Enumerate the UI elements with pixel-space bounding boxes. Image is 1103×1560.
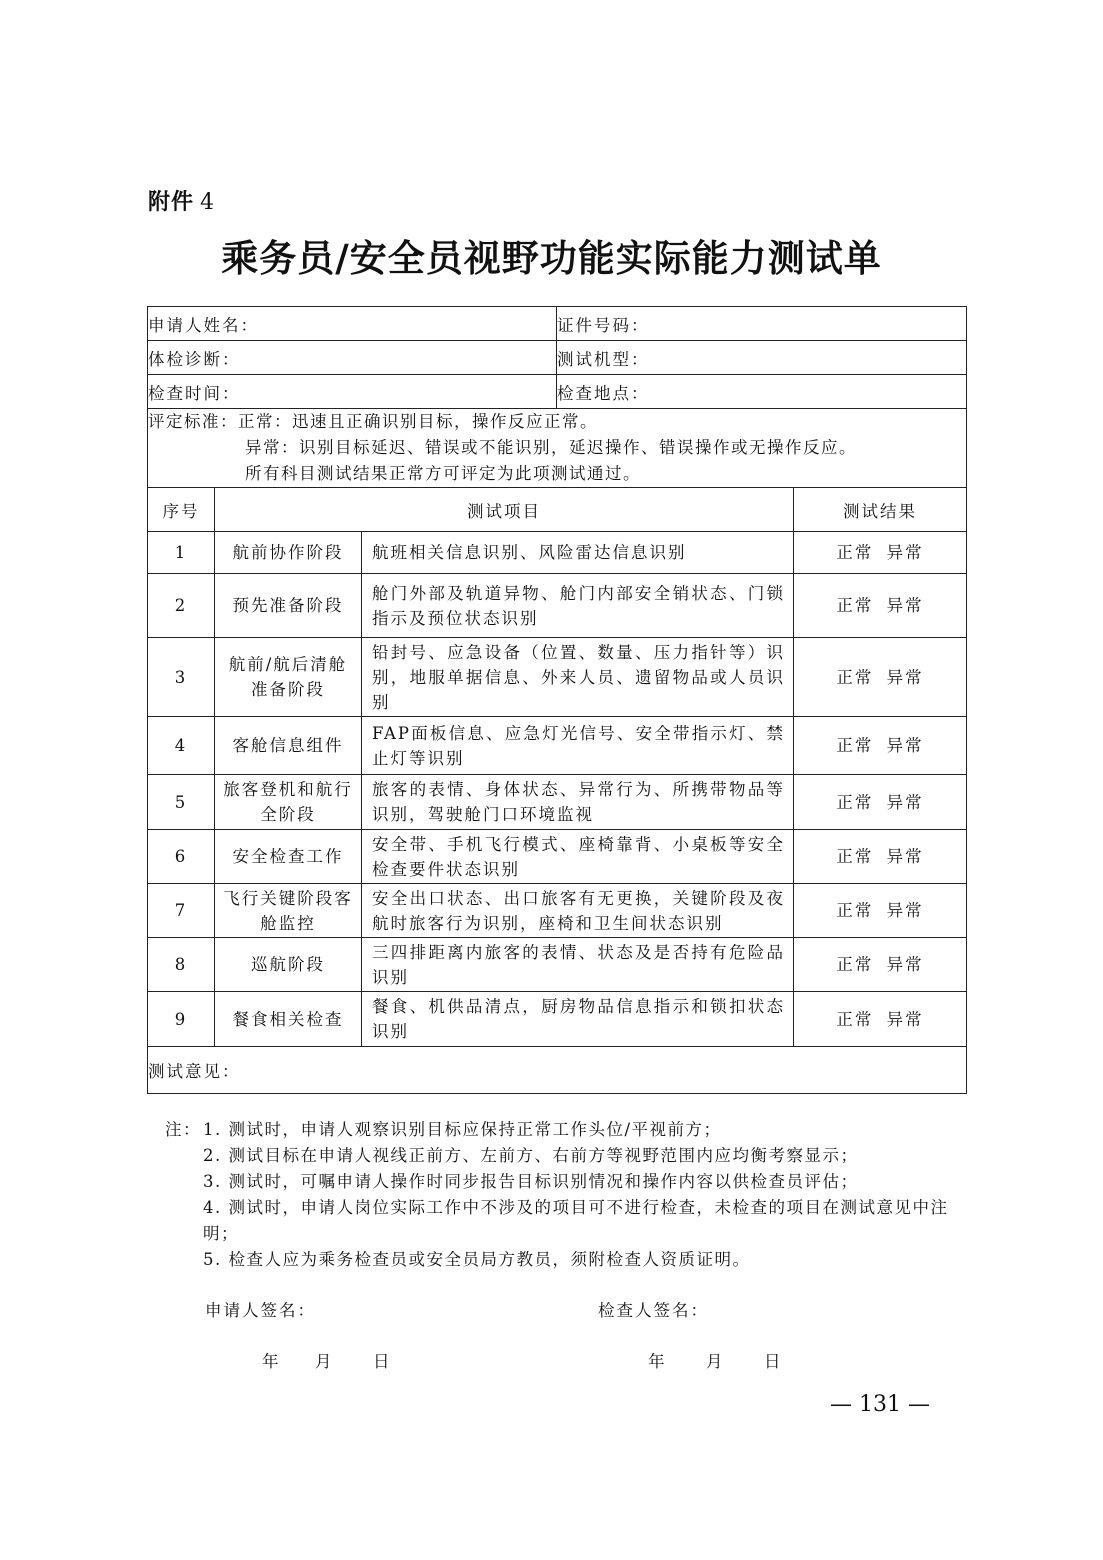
page-number: — 131 — <box>830 1392 930 1417</box>
opinion-row <box>148 1047 967 1094</box>
header-row-2 <box>148 341 967 375</box>
inspector-date-month: 月 <box>706 1352 723 1371</box>
row-phase: 巡航阶段 <box>215 938 362 992</box>
criteria-line: 所有科目测试结果正常方可评定为此项测试通过。 <box>245 464 641 483</box>
medical-diagnosis-field[interactable]: 体检诊断： <box>148 341 557 375</box>
notes-prefix: 注： <box>165 1120 201 1139</box>
test-form-table <box>147 306 967 1094</box>
table-row <box>148 574 967 638</box>
row-result-options[interactable]: 正常 异常 <box>794 884 967 938</box>
row-result-options[interactable]: 正常 异常 <box>794 830 967 884</box>
row-result-options[interactable]: 正常 异常 <box>794 638 967 717</box>
row-content: 三四排距离内旅客的表情、状态及是否持有危险品识别 <box>362 938 794 992</box>
table-row <box>148 938 967 992</box>
table-row <box>148 830 967 884</box>
test-aircraft-type-field[interactable]: 测试机型： <box>557 341 967 375</box>
row-content: 餐食、机供品清点，厨房物品信息指示和锁扣状态识别 <box>362 992 794 1047</box>
row-number: 4 <box>148 717 215 775</box>
criteria-line: 异常：识别目标延迟、错误或不能识别，延迟操作、错误操作或无操作反应。 <box>245 438 857 457</box>
criteria-cell <box>148 409 967 488</box>
row-result-options[interactable]: 正常 异常 <box>794 532 967 574</box>
row-content: 安全出口状态、出口旅客有无更换，关键阶段及夜航时旅客行为识别，座椅和卫生间状态识别 <box>362 884 794 938</box>
header-row-3 <box>148 375 967 409</box>
row-content: FAP面板信息、应急灯光信号、安全带指示灯、禁止灯等识别 <box>362 717 794 775</box>
inspector-signature-label[interactable]: 检查人签名： <box>598 1301 709 1320</box>
col-seq-header: 序号 <box>148 488 215 532</box>
table-row <box>148 717 967 775</box>
row-result-options[interactable]: 正常 异常 <box>794 574 967 638</box>
row-content: 舱门外部及轨道异物、舱门内部安全销状态、门锁指示及预位状态识别 <box>362 574 794 638</box>
row-phase: 预先准备阶段 <box>215 574 362 638</box>
row-phase: 旅客登机和航行全阶段 <box>215 775 362 830</box>
check-location-field[interactable]: 检查地点： <box>557 375 967 409</box>
notes-section <box>165 1117 970 1273</box>
row-number: 5 <box>148 775 215 830</box>
row-number: 6 <box>148 830 215 884</box>
row-phase: 客舱信息组件 <box>215 717 362 775</box>
criteria-row <box>148 409 967 488</box>
row-phase: 航前协作阶段 <box>215 532 362 574</box>
criteria-line: 评定标准：正常：迅速且正确识别目标，操作反应正常。 <box>148 412 598 431</box>
row-number: 2 <box>148 574 215 638</box>
inspector-date-year: 年 <box>648 1352 665 1371</box>
row-result-options[interactable]: 正常 异常 <box>794 717 967 775</box>
certificate-no-field[interactable]: 证件号码： <box>557 307 967 341</box>
note-item: 5. 检查人应为乘务检查员或安全员局方教员，须附检查人资质证明。 <box>203 1250 751 1269</box>
row-content: 安全带、手机飞行模式、座椅靠背、小桌板等安全检查要件状态识别 <box>362 830 794 884</box>
table-row <box>148 884 967 938</box>
table-header-row <box>148 488 967 532</box>
header-row-1 <box>148 307 967 341</box>
applicant-signature-label[interactable]: 申请人签名： <box>205 1301 316 1320</box>
applicant-date-day: 日 <box>373 1352 390 1371</box>
attachment-number: 4 <box>200 190 216 215</box>
note-item: 2. 测试目标在申请人视线正前方、左前方、右前方等视野范围内应均衡考察显示； <box>203 1146 859 1165</box>
table-row <box>148 532 967 574</box>
check-time-field[interactable]: 检查时间： <box>148 375 557 409</box>
attachment-label: 附件 4 <box>148 189 216 215</box>
table-row <box>148 775 967 830</box>
note-item: 3. 测试时，可嘱申请人操作时同步报告目标识别情况和操作内容以供检查员评估； <box>203 1172 859 1191</box>
row-phase: 航前/航后清舱准备阶段 <box>215 638 362 717</box>
row-content: 旅客的表情、身体状态、异常行为、所携带物品等识别，驾驶舱门口环境监视 <box>362 775 794 830</box>
applicant-date-year: 年 <box>262 1352 279 1371</box>
row-number: 8 <box>148 938 215 992</box>
row-content: 航班相关信息识别、风险雷达信息识别 <box>362 532 794 574</box>
row-phase: 餐食相关检查 <box>215 992 362 1047</box>
inspector-date-day: 日 <box>764 1352 781 1371</box>
note-item: 4. 测试时，申请人岗位实际工作中不涉及的项目可不进行检查，未检查的项目在测试意见中注明； <box>203 1198 949 1243</box>
test-opinion-field[interactable]: 测试意见： <box>148 1047 967 1094</box>
table-row <box>148 638 967 717</box>
applicant-date-month: 月 <box>315 1352 332 1371</box>
row-phase: 飞行关键阶段客舱监控 <box>215 884 362 938</box>
row-number: 7 <box>148 884 215 938</box>
row-result-options[interactable]: 正常 异常 <box>794 938 967 992</box>
table-row <box>148 992 967 1047</box>
row-result-options[interactable]: 正常 异常 <box>794 775 967 830</box>
row-number: 3 <box>148 638 215 717</box>
row-result-options[interactable]: 正常 异常 <box>794 992 967 1047</box>
row-number: 1 <box>148 532 215 574</box>
row-content: 铅封号、应急设备（位置、数量、压力指针等）识别，地服单据信息、外来人员、遗留物品或人员识别 <box>362 638 794 717</box>
applicant-name-field[interactable]: 申请人姓名： <box>148 307 557 341</box>
row-phase: 安全检查工作 <box>215 830 362 884</box>
col-item-header: 测试项目 <box>215 488 794 532</box>
page-title: 乘务员/安全员视野功能实际能力测试单 <box>221 236 882 280</box>
note-item: 注： 1. 测试时，申请人观察识别目标应保持正常工作头位/平视前方； <box>165 1117 970 1143</box>
row-number: 9 <box>148 992 215 1047</box>
col-result-header: 测试结果 <box>794 488 967 532</box>
